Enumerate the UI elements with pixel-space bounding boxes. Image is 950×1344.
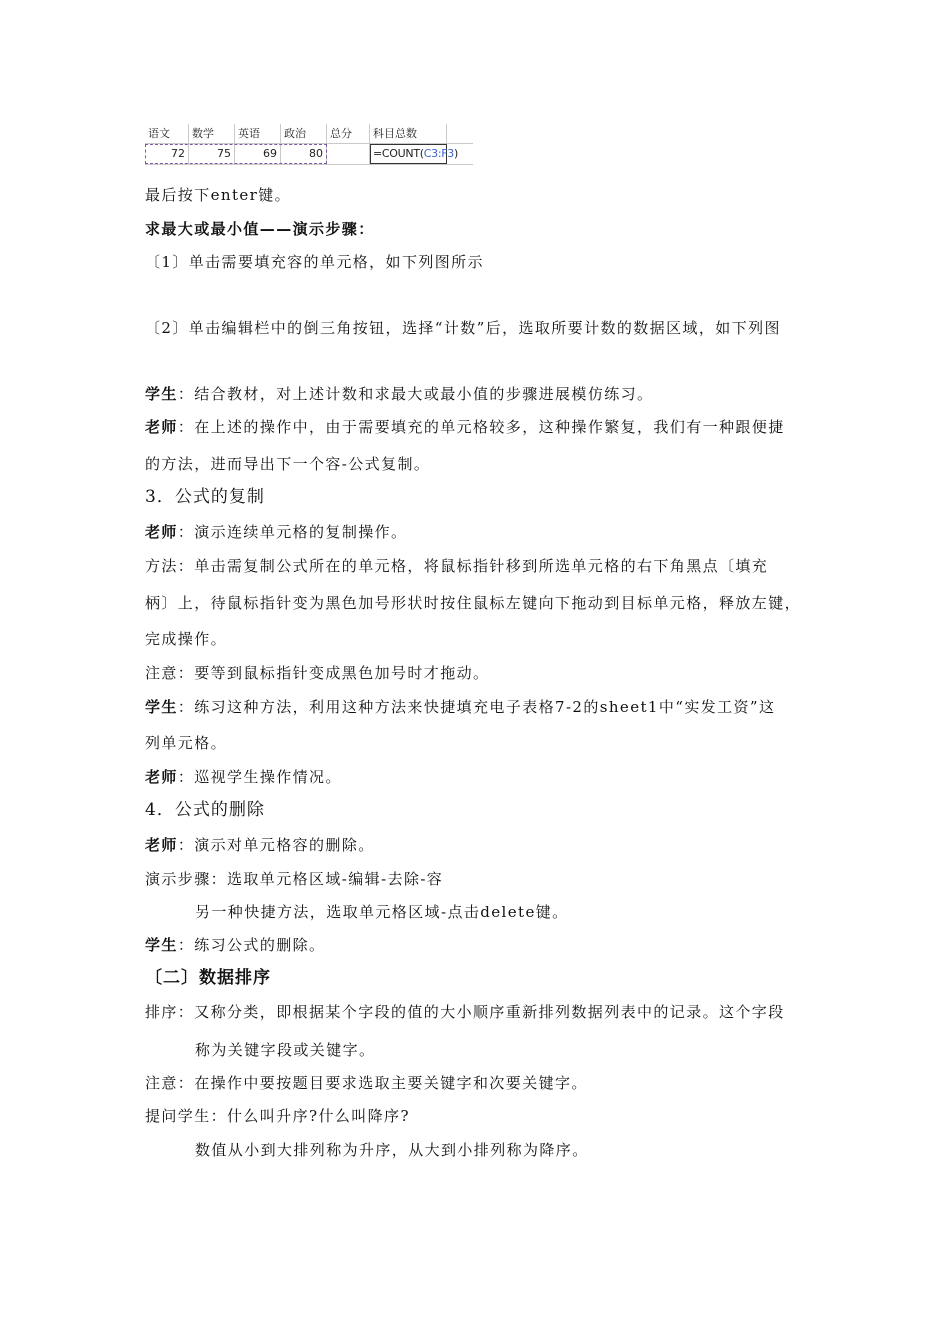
student-practice: 学生：结合教材，对上述计数和求最大或最小值的步骤进展模仿练习。 bbox=[145, 385, 654, 403]
header-cell: 数学 bbox=[189, 124, 235, 143]
value-cell[interactable]: 69 bbox=[235, 144, 281, 164]
teacher-note: 老师：在上述的操作中，由于需要填充的单元格较多，这种操作繁复，我们有一种跟便捷 bbox=[145, 418, 785, 436]
selected-range bbox=[145, 144, 327, 164]
heading-data-sort: 〔二〕数据排序 bbox=[145, 968, 271, 988]
sort-definition-cont: 称为关键字段或关键字。 bbox=[195, 1041, 376, 1059]
student-fill-practice-cont: 列单元格。 bbox=[145, 734, 228, 752]
formula-ref: C3:F3 bbox=[423, 147, 454, 160]
step-2: 〔2〕单击编辑栏中的倒三角按钮，选择“计数”后，选取所要计数的数据区域，如下列图 bbox=[145, 319, 781, 337]
teacher-demo-copy: 老师：演示连续单元格的复制操作。 bbox=[145, 523, 408, 541]
speaker-label: 学生 bbox=[145, 936, 178, 954]
section-heading-max-min: 求最大或最小值——演示步骤： bbox=[145, 220, 375, 238]
question-to-students: 提问学生：什么叫升序?什么叫降序? bbox=[145, 1107, 410, 1125]
spreadsheet-figure bbox=[145, 124, 473, 164]
method-line-3: 完成操作。 bbox=[145, 630, 228, 648]
total-cell[interactable] bbox=[327, 144, 370, 164]
formula-prefix: =COUNT( bbox=[373, 147, 424, 160]
speaker-label: 老师 bbox=[145, 836, 178, 854]
value-cell[interactable]: 80 bbox=[281, 144, 327, 164]
demo-steps: 演示步骤：选取单元格区域-编辑-去除-容 bbox=[145, 870, 444, 888]
header-cell: 科目总数 bbox=[370, 124, 447, 143]
heading-formula-delete: 4．公式的删除 bbox=[145, 800, 265, 820]
header-cell: 总分 bbox=[327, 124, 370, 143]
header-cell: 英语 bbox=[235, 124, 281, 143]
heading-formula-copy: 3．公式的复制 bbox=[145, 487, 265, 507]
value-cell[interactable]: 75 bbox=[189, 144, 235, 164]
caution-keys: 注意：在操作中要按题目要求选取主要关键字和次要关键字。 bbox=[145, 1074, 588, 1092]
caution-drag: 注意：要等到鼠标指针变成黑色加号时才拖动。 bbox=[145, 664, 490, 682]
student-delete-practice: 学生：练习公式的删除。 bbox=[145, 936, 326, 954]
teacher-demo-delete: 老师：演示对单元格容的删除。 bbox=[145, 836, 375, 854]
teacher-note-cont: 的方法，进而导出下一个容-公式复制。 bbox=[145, 455, 431, 473]
bottom-border bbox=[145, 164, 473, 165]
value-cell[interactable]: 72 bbox=[145, 144, 189, 164]
speaker-label: 老师 bbox=[145, 523, 178, 541]
student-fill-practice: 学生：练习这种方法，利用这种方法来快捷填充电子表格7-2的sheet1中“实发工资”这 bbox=[145, 698, 776, 716]
line-enter-key: 最后按下enter键。 bbox=[145, 186, 292, 204]
method-line-2: 柄〕上，待鼠标指针变为黑色加号形状时按住鼠标左键向下拖动到目标单元格，释放左键， bbox=[145, 594, 802, 612]
formula-suffix: ) bbox=[453, 147, 458, 160]
speaker-label: 老师 bbox=[145, 768, 178, 786]
header-cell: 政治 bbox=[281, 124, 327, 143]
formula-cell[interactable] bbox=[370, 144, 458, 164]
speaker-label: 学生 bbox=[145, 385, 178, 403]
header-row bbox=[145, 124, 473, 143]
quick-method: 另一种快捷方法，选取单元格区域-点击delete键。 bbox=[195, 903, 569, 921]
answer-asc-desc: 数值从小到大排列称为升序，从大到小排列称为降序。 bbox=[195, 1141, 589, 1159]
header-cell: 语文 bbox=[145, 124, 189, 143]
method-line-1: 方法：单击需复制公式所在的单元格，将鼠标指针移到所选单元格的右下角黑点〔填充 bbox=[145, 557, 769, 575]
speaker-label: 学生 bbox=[145, 698, 178, 716]
speaker-label: 老师 bbox=[145, 418, 178, 436]
step-1: 〔1〕单击需要填充容的单元格，如下列图所示 bbox=[145, 253, 484, 271]
teacher-inspect: 老师：巡视学生操作情况。 bbox=[145, 768, 342, 786]
sort-definition: 排序：又称分类，即根据某个字段的值的大小顺序重新排列数据列表中的记录。这个字段 bbox=[145, 1003, 785, 1021]
